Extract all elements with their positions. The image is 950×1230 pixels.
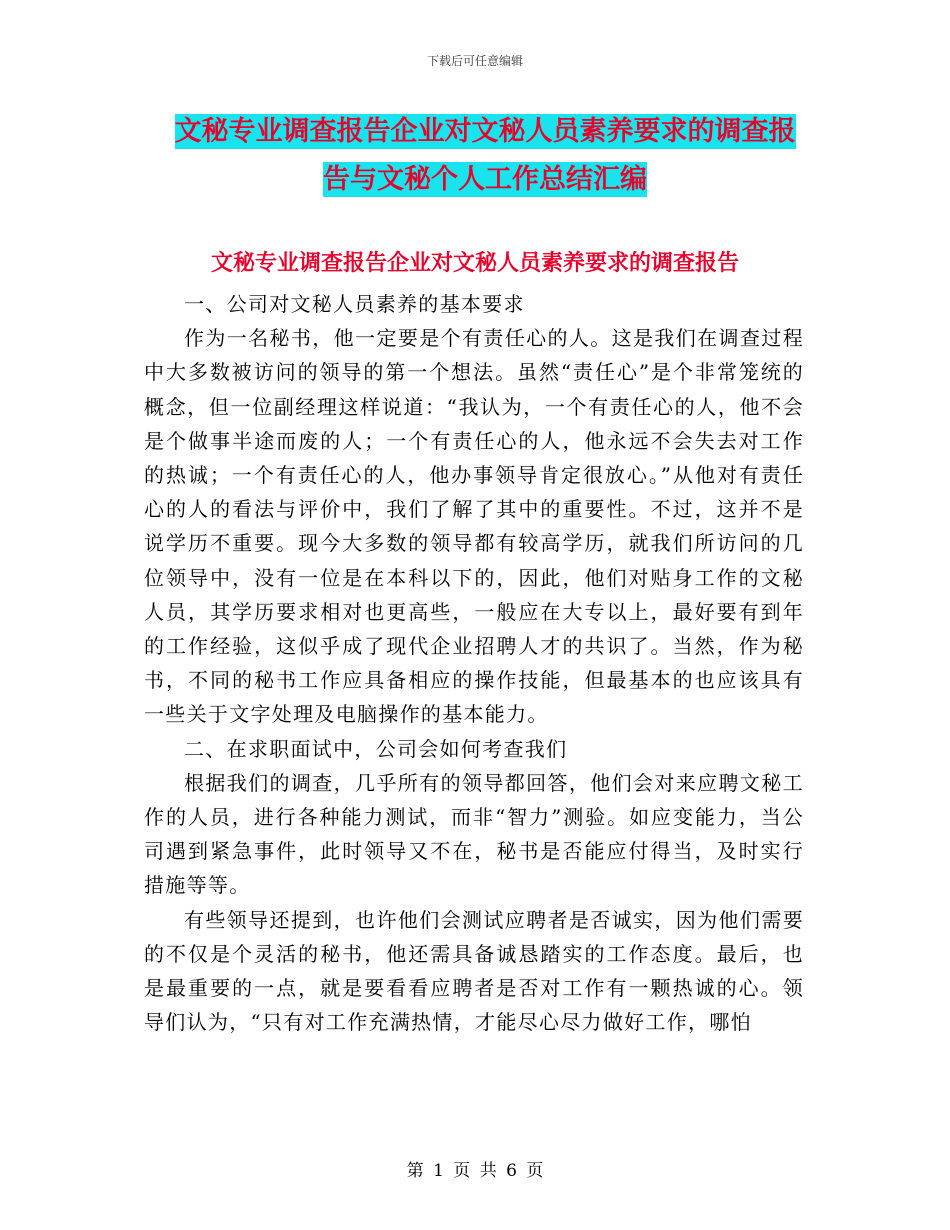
header-note: 下载后可任意编辑 [426, 54, 523, 68]
section-title: 文秘专业调查报告企业对文秘人员素养要求的调查报告 [210, 250, 739, 276]
document-title [120, 108, 850, 204]
page-number-footer: 第 1 页 共 6 页 [406, 1161, 544, 1181]
body-paragraph: 作为一名秘书，他一定要是个有责任心的人。这是我们在调查过程中大多数被访问的领导的第一个想法。虽然“责任心”是个非常笼统的概念，但一位副经理这样说道：“我认为，一个有责任心的人，他不会是个做事半途而废的人；一个有责任心的人，他永远不会失去对工作的热诚；一个有责任心的人，他办事领导肯定很放心。”从他对有责任心的人的看法与评价中，我们了解了其中的重要性。不过，这并不是说学历不重要。现今大多数的领导都有较高学历，就我们所访问的几位领导中，没有一位是在本科以下的，因此，他们对贴身工作的文秘人员，其学历要求相对也更高些，一般应在大专以上，最好要有到年的工作经验，这似乎成了现代企业招聘人才的共识了。当然，作为秘书，不同的秘书工作应具备相应的操作技能，但最基本的也应该具有一些关于文字处理及电脑操作的基本能力。 [144, 326, 804, 727]
body-text [144, 287, 804, 1039]
document-title-line-1: 文秘专业调查报告企业对文秘人员素养要求的调查报 [174, 116, 796, 147]
heading-paragraph-2: 二、在求职面试中，公司会如何考查我们 [184, 736, 568, 761]
body-paragraph: 有些领导还提到，也许他们会测试应聘者是否诚实，因为他们需要的不仅是个灵活的秘书，他还需具备诚恳踏实的工作态度。最后，也是最重要的一点，就是要看看应聘者是否对工作有一颗热诚的心。领导们认为，“只有对工作充满热情，才能尽心尽力做好工作，哪怕 [144, 907, 804, 1035]
heading-paragraph-1: 一、公司对文秘人员素养的基本要求 [184, 292, 525, 316]
document-title-line-2: 告与文秘个人工作总结汇编 [323, 164, 647, 195]
body-paragraph: 根据我们的调查，几乎所有的领导都回答，他们会对来应聘文秘工作的人员，进行各种能力测试，而非“智力”测验。如应变能力，当公司遇到紧急事件，此时领导又不在，秘书是否能应付得当，及时实行措施等等。 [144, 770, 804, 898]
